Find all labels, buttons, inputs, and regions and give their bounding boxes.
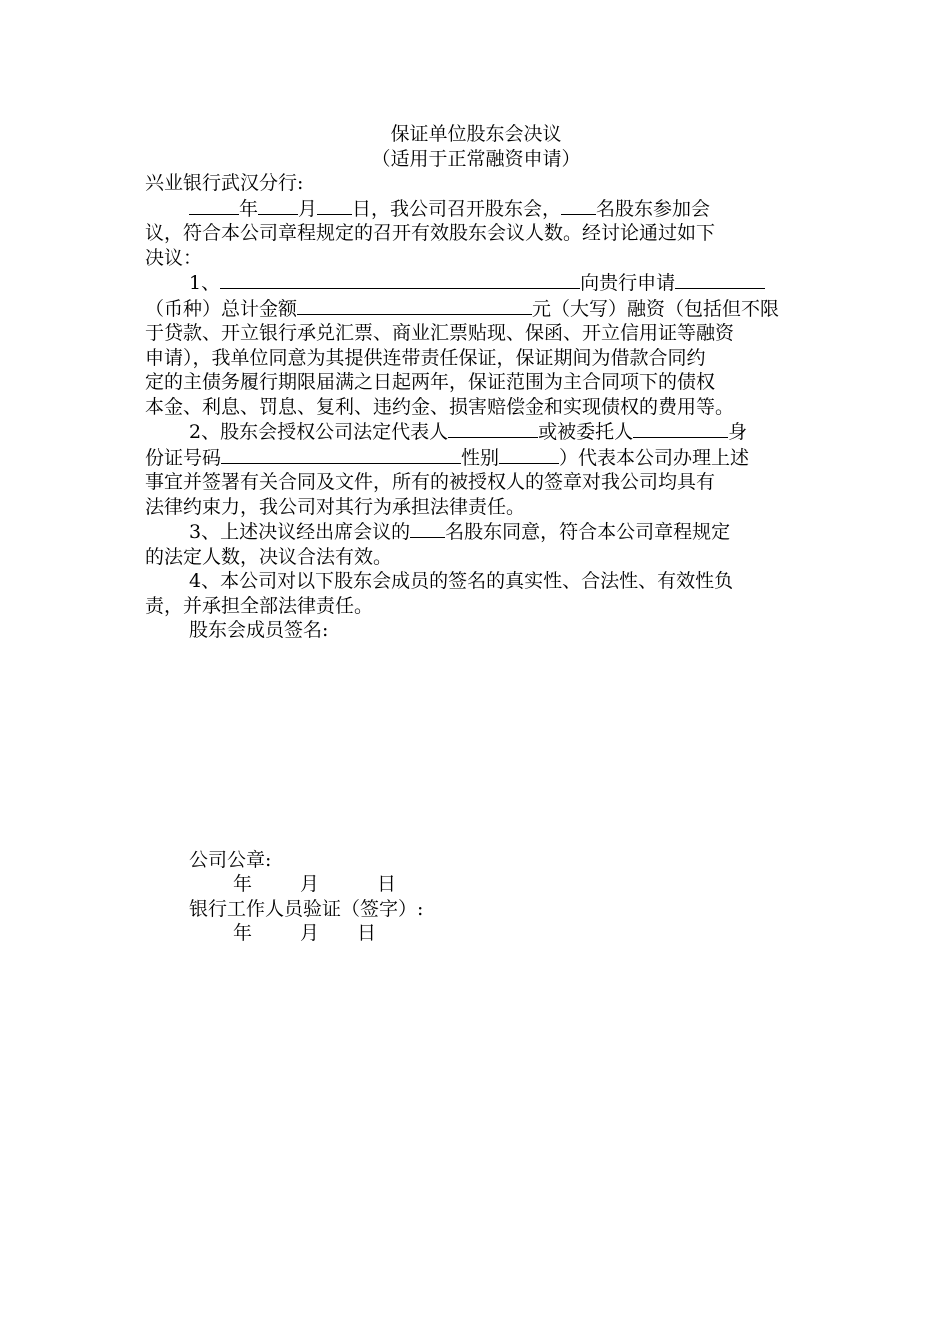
id-number-blank[interactable] <box>221 445 461 464</box>
item1-line-1: 1、 向贵行申请 <box>145 270 807 296</box>
item1-line-2: （币种）总计金额 元（大写）融资（包括但不限 <box>145 297 780 320</box>
seal-date: 年 月 日 <box>233 873 397 895</box>
intro-line-3: 决议： <box>145 246 203 269</box>
item1-line-5: 定的主债务履行期限届满之日起两年，保证范围为主合同项下的债权 <box>145 371 716 393</box>
legal-rep-blank[interactable] <box>448 419 538 438</box>
item2-line-3: 事宜并签署有关合同及文件，所有的被授权人的签章对我公司均具有 <box>145 471 716 493</box>
document-page <box>145 122 807 946</box>
delegate-blank[interactable] <box>633 419 728 438</box>
item2-line-1: 2、股东会授权公司法定代表人 或被委托人 身 <box>189 421 748 443</box>
bank-verify-date: 年 月 日 <box>233 922 377 944</box>
item1-line-4: 申请），我单位同意为其提供连带责任保证，保证期间为借款合同约 <box>145 346 706 369</box>
document-subtitle: （适用于正常融资申请） <box>371 147 581 170</box>
item4-line-1: 4、本公司对以下股东会成员的签名的真实性、合法性、有效性负 <box>189 570 734 592</box>
addressee: 兴业银行武汉分行: <box>145 172 304 194</box>
signature-area[interactable] <box>145 643 807 848</box>
company-seal-label: 公司公章: <box>189 848 272 871</box>
year-blank[interactable] <box>189 196 239 215</box>
signature-label: 股东会成员签名: <box>189 619 329 641</box>
intro-line-1: 年 月 日，我公司召开股东会， 名股东参加会 <box>145 196 807 222</box>
item3-line-2: 的法定人数，决议合法有效。 <box>145 545 393 568</box>
day-blank[interactable] <box>317 196 352 215</box>
item1-line-6: 本金、利息、罚息、复利、违约金、损害赔偿金和实现债权的费用等。 <box>145 395 735 418</box>
agree-count-blank[interactable] <box>410 519 445 538</box>
item4-line-2: 责，并承担全部法律责任。 <box>145 594 374 617</box>
amount-blank[interactable] <box>297 296 532 315</box>
gender-blank[interactable] <box>499 445 559 464</box>
bank-verify-label: 银行工作人员验证（签字）: <box>189 897 424 920</box>
shareholder-count-blank[interactable] <box>561 196 596 215</box>
item2-line-2: 份证号码 性别 ）代表本公司办理上述 <box>145 446 750 469</box>
month-blank[interactable] <box>258 196 298 215</box>
item1-line-3: 于贷款、开立银行承兑汇票、商业汇票贴现、保函、开立信用证等融资 <box>145 322 735 344</box>
item2-line-4: 法律约束力，我公司对其行为承担法律责任。 <box>145 495 526 518</box>
intro-line-2: 议，符合本公司章程规定的召开有效股东会议人数。经讨论通过如下 <box>145 222 716 244</box>
item3-line-1: 3、上述决议经出席会议的 名股东同意，符合本公司章程规定 <box>189 521 731 543</box>
currency-blank[interactable] <box>675 270 765 289</box>
document-title: 保证单位股东会决议 <box>390 123 562 145</box>
applicant-blank[interactable] <box>220 270 580 289</box>
